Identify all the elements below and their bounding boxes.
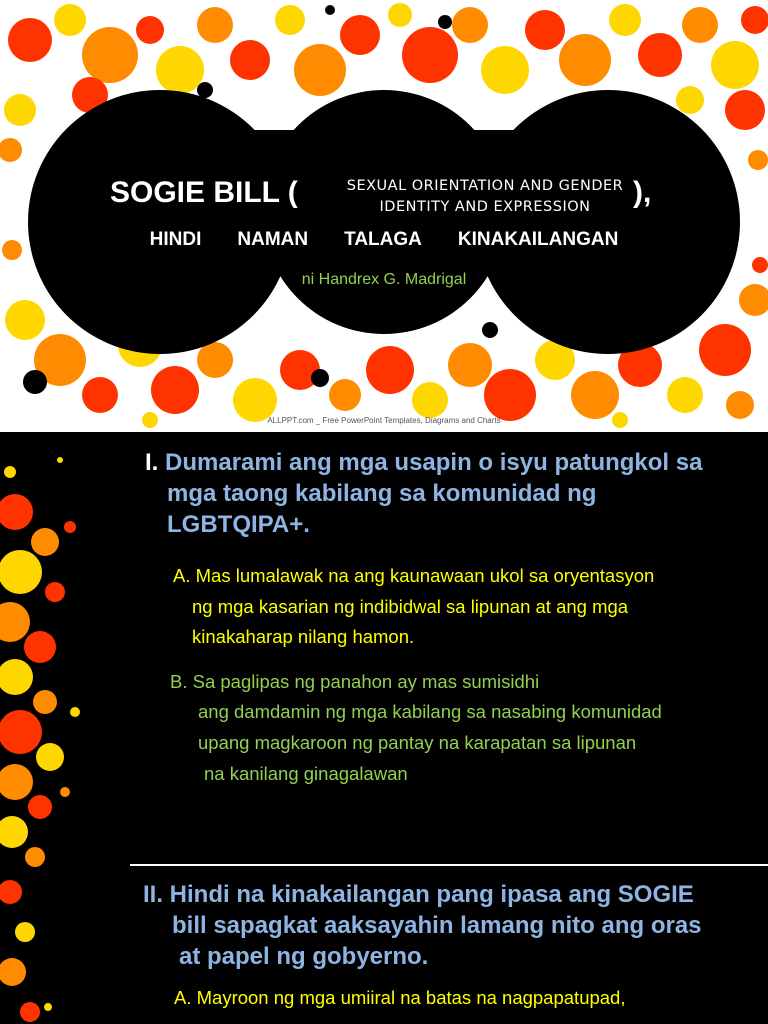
section-2-line: bill sapagkat aaksayahin lamang nito ang oras — [172, 912, 702, 939]
template-credit: ALLPPT.com _ Free PowerPoint Templates, Diagrams and Charts — [267, 416, 501, 425]
section-2-line: II. Hindi na kinakailangan pang ipasa ang SOGIE — [143, 881, 694, 908]
title-main: SOGIE BILL ( — [110, 176, 298, 209]
title-close: ), — [633, 176, 652, 209]
point-2a-line: A. Mayroon ng mga umiiral na batas na nagpapatupad, — [174, 987, 626, 1008]
title-small-line2: IDENTITY AND EXPRESSION — [379, 199, 591, 215]
point-b-line: ang damdamin ng mga kabilang sa nasabing komunidad — [198, 701, 662, 722]
subtitle-word: TALAGA — [344, 229, 422, 250]
title-small-line1: SEXUAL ORIENTATION AND GENDER — [346, 178, 624, 194]
paint-splatter-background — [0, 0, 768, 432]
black-circles — [28, 90, 740, 354]
section-1-number: I. — [145, 449, 159, 476]
subtitle — [0, 229, 768, 251]
content-slide — [0, 432, 768, 1024]
subtitle-word: HINDI — [149, 229, 202, 250]
subtitle-word: KINAKAILANGAN — [457, 229, 619, 250]
subtitle-word: NAMAN — [237, 229, 309, 250]
section-1-line: LGBTQIPA+. — [167, 511, 310, 538]
point-b-line: na kanilang ginagalawan — [204, 763, 408, 784]
section-1-line-text: Dumarami ang mga usapin o isyu patungkol sa — [165, 449, 703, 476]
point-a-line: kinakaharap nilang hamon. — [192, 626, 415, 647]
section-1-line: mga taong kabilang sa komunidad ng — [167, 480, 597, 507]
divider — [130, 864, 768, 866]
point-a-line: ng mga kasarian ng indibidwal sa lipunan at ang mga — [192, 596, 629, 617]
section-1-line — [145, 447, 702, 478]
point-a-line: A. Mas lumalawak na ang kaunawaan ukol sa oryentasyon — [173, 565, 655, 586]
splatter-left — [0, 457, 80, 1022]
author: ni Handrex G. Madrigal — [301, 271, 467, 288]
point-b-line: B. Sa paglipas ng panahon ay mas sumisidhi — [170, 671, 540, 692]
section-2-line: at papel ng gobyerno. — [179, 943, 429, 970]
title-slide — [0, 0, 768, 432]
point-b-line: upang magkaroon ng pantay na karapatan sa lipunan — [198, 732, 637, 753]
